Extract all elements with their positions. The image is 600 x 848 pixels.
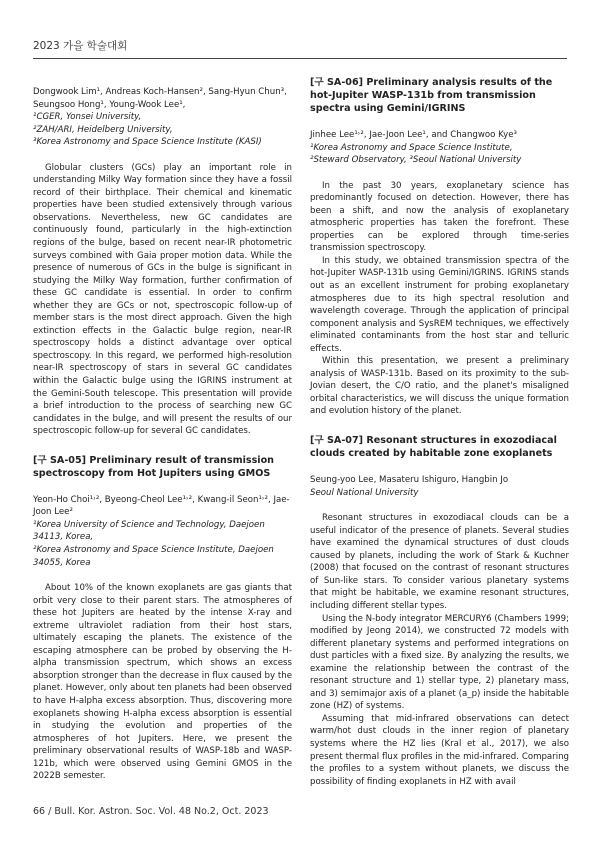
- sa06-affiliation: ²Steward Observatory, ³Seoul National University: [310, 155, 522, 166]
- page-header: 2023 가을 학술대회: [33, 40, 128, 52]
- right-column: [310, 76, 569, 788]
- intro-authors: Dongwook Lim¹, Andreas Koch-Hansen², Sang-Hyun Chun³, Seungsoo Hong¹, Young-Wook Lee¹,: [33, 87, 287, 110]
- sa07-paragraph: Resonant structures in exozodiacal clouds can be a useful indicator of the presence of planets. Several studies have examined the dynamical structures of dust clouds caused by planets, including the work of Stark & Kuchner (2008) that focused on the contrast of resonant structures of Sun-like stars. To consider various planetary systems that might be habitable, we examine resonant structures, including different stellar types.: [310, 513, 569, 611]
- sa07-title: [구 SA-07] Resonant structures in exozodiacal clouds created by habitable zone exoplanets: [310, 435, 557, 460]
- sa06-affiliation: ¹Korea Astronomy and Space Science Institute,: [310, 142, 513, 153]
- header-rule: [33, 58, 567, 59]
- sa07-affiliation: Seoul National University: [310, 487, 419, 498]
- sa07-authors: Seung-yoo Lee, Masateru Ishiguro, Hangbin Jo: [310, 475, 509, 486]
- sa06-paragraph: In this study, we obtained transmission spectra of the hot-Jupiter WASP-131b using Gemini/IGRINS. IGRINS stands out as an excellent instrument for probing exoplanetary atmospheres due to its high spectral resolution and wavelength coverage. Through the application of principal component analysis and SysREM techniques, we effectively eliminated contaminants from the host star and telluric effects.: [310, 255, 569, 354]
- sa06-authors: Jinhee Lee¹˒², Jae-Joon Lee¹, and Changwoo Kye³: [310, 130, 517, 140]
- sa06-paragraph: In the past 30 years, exoplanetary science has predominantly focused on detection. However, there has been a shift, and now the analysis of exoplanetary atmospheric properties has taken the forefront. These properties can be explored through time-series transmission spectroscopy.: [310, 180, 569, 254]
- sa05-authors: Yeon-Ho Choi¹˒², Byeong-Cheol Lee¹˒², Kwang-il Seon¹˒², Jae-Joon Lee²: [33, 494, 290, 518]
- sa06-paragraph: Within this presentation, we present a preliminary analysis of WASP-131b. Based on its proximity to the sub-Jovian desert, the C/O ratio, and the planet's misaligned orbital characteristics, we will discuss the unique formation and evolution history of the planet.: [310, 356, 569, 417]
- sa07-abstract: [310, 512, 569, 788]
- sa05-affiliation: ¹Korea University of Science and Technology, Daejoen 34113, Korea,: [33, 519, 265, 543]
- page-footer: 66 / Bull. Kor. Astron. Soc. Vol. 48 No.2, Oct. 2023: [33, 806, 269, 817]
- intro-abstract: Globular clusters (GCs) play an important role in understanding Milky Way formation since they have a fossil record of their birthplace. Their chemical and kinematic properties have been studied extensively through various observations. Nevertheless, new GC candidates are continuously found, particularly in the high-extinction regions of the bulge, based on recent near-IR photometric surveys combined with Gaia proper motion data. While the presence of numerous of GCs in the bulge is significant in studying the Milky Way formation, further confirmation of these GC candidate is essential. In order to confirm whether they are GCs or not, spectroscopic follow-up of member stars is the most direct approach. Given the high extinction effects in the Galactic bulge region, near-IR spectroscopy holds a distinct advantage over optical spectroscopy. In this regard, we performed high-resolution near-IR spectroscopy of stars in several GC candidates within the Galactic bulge using the IGRINS instrument at the Gemini-South telescope. This presentation will provide a brief introduction to the process of searching new GC candidates in the bulge, and will present the results of our spectroscopic follow-up for several GC candidates.: [33, 162, 292, 437]
- sa07-paragraph: Assuming that mid-infrared observations can detect warm/hot dust clouds in the inner region of planetary systems where the HZ lies (Kral et al., 2017), we also present thermal flux profiles in the mid-infrared. Comparing the profiles to a system without planets, we discuss the possibility of finding exoplanets in HZ with avail: [310, 713, 569, 787]
- intro-affiliation: ²ZAH/ARI, Heidelberg University,: [33, 124, 173, 135]
- intro-affiliation: ³Korea Astronomy and Space Science Institute (KASI): [33, 137, 262, 148]
- intro-affiliation: ¹CGER, Yonsei University,: [33, 112, 142, 123]
- sa06-abstract: [310, 180, 569, 418]
- sa05-abstract: About 10% of the known exoplanets are gas giants that orbit very close to their parent stars. The atmospheres of these hot Jupiters are heated by the intense X-ray and extreme ultraviolet radiation from their host stars, ultimately escaping the planets. The existence of the escaping atmosphere can be probed by observing the H-alpha transmission spectrum, which shows an excess absorption stronger than the decrease in flux caused by the planet. However, only about ten planets had been observed to have H-alpha excess absorption. Thus, discovering more exoplanets showing H-alpha excess absorption is essential in studying the evolution and properties of the atmospheres of hot Jupiters. Here, we present the preliminary observational results of WASP-18b and WASP-121b, which were observed using Gemini GMOS in the 2022B semester.: [33, 583, 292, 782]
- sa06-title: [구 SA-06] Preliminary analysis results of the hot-Jupiter WASP-131b from transmission spectra using Gemini/IGRINS: [310, 77, 553, 114]
- sa05-affiliation: ²Korea Astronomy and Space Science Institute, Daejoen 34055, Korea: [33, 544, 274, 568]
- sa07-paragraph: Using the N-body integrator MERCURY6 (Chambers 1999; modified by Jeong 2014), we constructed 72 models with different planetary systems and performed integrations on dust particles with a fixed size. By analyzing the results, we examine the relationship between the contrast of the resonant structure and 1) stellar type, 2) planetary mass, and 3) semimajor axis of a planet (a_p) inside the habitable zone (HZ) of systems.: [310, 613, 570, 712]
- left-column: [33, 86, 292, 783]
- sa05-title: [구 SA-05] Preliminary result of transmission spectroscopy from Hot Jupiters using GMOS: [33, 454, 274, 479]
